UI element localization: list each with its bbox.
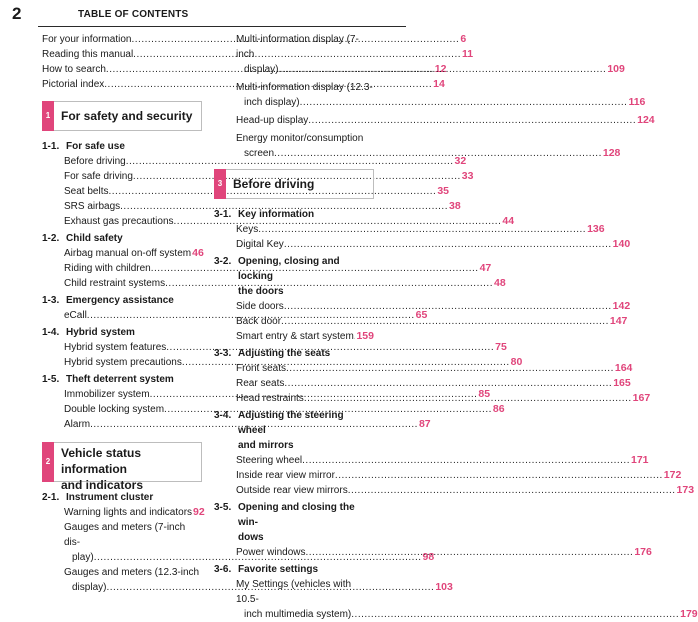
page-number: 2 <box>12 4 22 23</box>
toc-entry[interactable]: Back door ..... 147 <box>236 314 374 329</box>
page-link[interactable]: 142 <box>612 300 631 312</box>
page-link[interactable]: 35 <box>437 185 450 197</box>
page-link[interactable]: 140 <box>612 238 631 250</box>
page-link[interactable]: 33 <box>461 170 474 182</box>
page-link[interactable]: 173 <box>676 484 695 496</box>
page-link[interactable]: 159 <box>356 330 374 342</box>
page-link[interactable]: 47 <box>479 262 492 274</box>
header-divider <box>38 26 406 27</box>
section-heading-1[interactable] <box>42 101 202 131</box>
page-link[interactable]: 136 <box>587 223 605 235</box>
toc-entry[interactable]: How to search ..... 12 <box>42 62 202 77</box>
toc-entry[interactable]: Side doors ..... 142 <box>236 299 374 314</box>
page-link[interactable]: 46 <box>192 247 204 259</box>
toc-entry[interactable]: For safe driving ..... 33 <box>64 169 202 184</box>
page-link[interactable]: 80 <box>510 356 523 368</box>
toc-entry[interactable]: Hybrid system features ..... 75 <box>64 340 202 355</box>
page-link[interactable]: 92 <box>193 506 205 518</box>
toc-entry[interactable]: Head restraints ..... 167 <box>236 391 374 406</box>
section-title: For safety and security <box>61 109 193 123</box>
toc-entry[interactable]: Steering wheel ..... 171 <box>236 453 374 468</box>
toc-entry[interactable]: Head-up display ..... 124 <box>236 113 374 128</box>
section-title: Before driving <box>233 177 315 191</box>
subsection-heading: 3-1. Key information <box>214 209 315 220</box>
page-link[interactable]: 176 <box>634 546 652 558</box>
subsection-heading: 3-5. Opening and closing the win- dows <box>214 502 355 543</box>
toc-entry[interactable]: Hybrid system precautions ..... 80 <box>64 355 202 370</box>
page-link[interactable]: 14 <box>433 78 445 90</box>
toc-entry[interactable]: SRS airbags ..... 38 <box>64 199 202 214</box>
subsection-heading: 1-3. Emergency assistance <box>42 295 174 306</box>
page-link[interactable]: 109 <box>607 63 625 75</box>
page-link[interactable]: 38 <box>448 200 461 212</box>
page-link[interactable]: 87 <box>418 418 431 430</box>
toc-entry[interactable]: For your information ..... 6 <box>42 32 202 47</box>
toc-entry[interactable]: eCall ..... 65 <box>64 308 202 323</box>
toc-entry[interactable]: Exhaust gas precautions ..... 44 <box>64 214 202 229</box>
toc-entry[interactable]: Airbag manual on-off system 46 <box>64 247 204 259</box>
toc-entry[interactable]: Seat belts ..... 35 <box>64 184 202 199</box>
toc-entry[interactable]: Gauges and meters (7-inch dis- play) ..... 98 <box>64 520 202 565</box>
toc-entry[interactable]: Rear seats ..... 165 <box>236 376 374 391</box>
page-link[interactable]: 65 <box>415 309 428 321</box>
toc-entry[interactable]: Reading this manual ..... 11 <box>42 47 202 62</box>
page-link[interactable]: 48 <box>493 277 506 289</box>
toc-entry[interactable]: My Settings (vehicles with 10.5- inch multimedia system) ..... 179 <box>236 577 374 622</box>
toc-entry[interactable]: Alarm ..... 87 <box>64 417 202 432</box>
page-link[interactable]: 179 <box>680 608 698 620</box>
page-link[interactable]: 6 <box>460 33 467 45</box>
toc-entry[interactable]: Double locking system ..... 86 <box>64 402 202 417</box>
toc-entry[interactable]: Riding with children ..... 47 <box>64 261 202 276</box>
page-link[interactable]: 75 <box>495 341 507 353</box>
page-link[interactable]: 164 <box>614 362 633 374</box>
page-link[interactable]: 44 <box>502 215 515 227</box>
section-number: 2 <box>42 442 54 482</box>
page-link[interactable]: 98 <box>422 551 435 563</box>
subsection-heading: 1-4. Hybrid system <box>42 327 135 338</box>
subsection-heading: 1-2. Child safety <box>42 233 123 244</box>
toc-entry[interactable]: Outside rear view mirrors ..... 173 <box>236 483 374 498</box>
toc-entry[interactable]: Inside rear view mirror ..... 172 <box>236 468 374 483</box>
section-title: Vehicle status information and indicators <box>61 446 144 492</box>
page-link[interactable]: 85 <box>478 388 491 400</box>
page-link[interactable]: 165 <box>613 377 631 389</box>
subsection-heading: 3-6. Favorite settings <box>214 564 319 575</box>
toc-entry[interactable]: Keys ..... 136 <box>236 222 374 237</box>
subsection-heading: 3-4. Adjusting the steering wheel and mirrors <box>214 410 344 451</box>
toc-entry[interactable]: Gauges and meters (12.3-inch display) ..... 103 <box>64 565 202 595</box>
page-link[interactable]: 167 <box>632 392 651 404</box>
section-heading-3[interactable] <box>214 169 374 199</box>
page-link[interactable]: 171 <box>631 454 649 466</box>
page-header <box>0 0 416 30</box>
toc-entry[interactable]: Before driving ..... 32 <box>64 154 202 169</box>
toc-entry[interactable]: Digital Key ..... 140 <box>236 237 374 252</box>
toc-entry[interactable]: Front seats ..... 164 <box>236 361 374 376</box>
page-link[interactable]: 147 <box>609 315 628 327</box>
page-link[interactable]: 12 <box>434 63 447 75</box>
subsection-heading: 3-2. Opening, closing and locking the doors <box>214 256 340 297</box>
subsection-heading: 2-1. Instrument cluster <box>42 492 154 503</box>
toc-entry[interactable]: Multi-information display (7-inch display) ..... 109 <box>236 32 374 77</box>
page-link[interactable]: 124 <box>637 114 655 126</box>
page-link[interactable]: 32 <box>454 155 467 167</box>
page-link[interactable]: 103 <box>435 581 453 593</box>
section-number: 1 <box>42 101 54 131</box>
toc-entry[interactable]: Immobilizer system ..... 85 <box>64 387 202 402</box>
section-heading-2[interactable] <box>42 442 202 492</box>
toc-entry[interactable]: Energy monitor/consumption screen ..... 128 <box>236 131 374 161</box>
page-link[interactable]: 116 <box>628 96 646 108</box>
toc-entry[interactable]: Child restraint systems ..... 48 <box>64 276 202 291</box>
toc-entry[interactable]: Power windows ..... 176 <box>236 545 374 560</box>
toc-entry[interactable]: Multi-information display (12.3- inch display) ..... 116 <box>236 80 374 110</box>
page-title: TABLE OF CONTENTS <box>78 9 189 20</box>
subsection-heading: 3-3. Adjusting the seats <box>214 348 331 359</box>
section-number: 3 <box>214 169 226 199</box>
toc-entry[interactable]: Pictorial index ..... 14 <box>42 77 202 92</box>
subsection-heading: 1-1. For safe use <box>42 141 125 152</box>
page-link[interactable]: 172 <box>663 469 682 481</box>
subsection-heading: 1-5. Theft deterrent system <box>42 374 174 385</box>
page-link[interactable]: 11 <box>462 48 474 60</box>
page-link[interactable]: 86 <box>492 403 505 415</box>
toc-entry[interactable]: Smart entry & start system ..... 159 <box>236 329 374 344</box>
page-link[interactable]: 128 <box>602 147 621 159</box>
toc-entry[interactable]: Warning lights and indicators 92 <box>64 506 205 518</box>
